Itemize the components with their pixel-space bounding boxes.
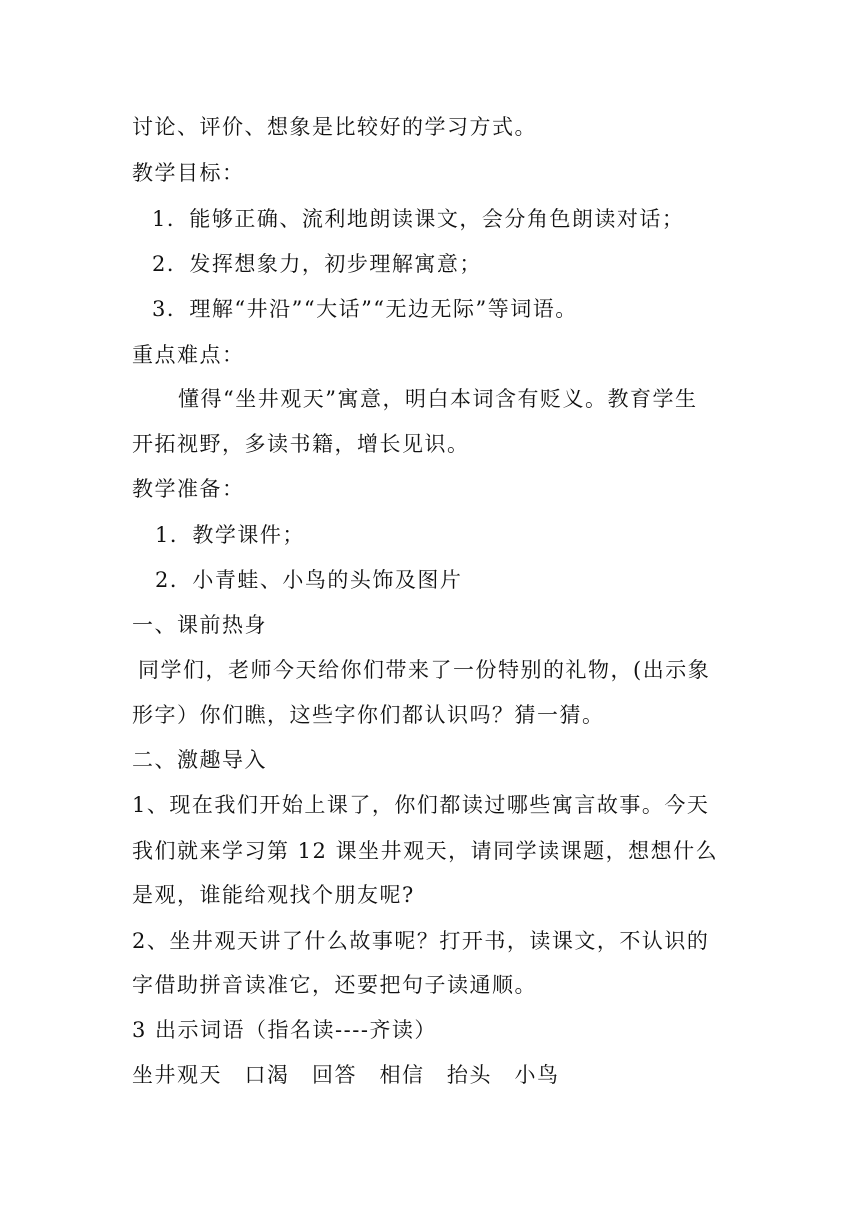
section-2-p1-line-2: 我们就来学习第 12 课坐井观天，请同学读课题，想想什么: [132, 839, 719, 863]
preparation-heading: 教学准备：: [132, 477, 245, 501]
section-2-heading: 二、激趣导入: [132, 748, 267, 772]
section-1-heading: 一、课前热身: [132, 613, 267, 637]
section-2-p2-line-1: 2、坐井观天讲了什么故事呢？打开书，读课文，不认识的: [132, 929, 710, 953]
preparation-item-2: 2．小青蛙、小鸟的头饰及图片: [155, 568, 463, 592]
intro-text: 讨论、评价、想象是比较好的学习方式。: [132, 115, 537, 139]
section-2-p1-line-3: 是观，谁能给观找个朋友呢?: [132, 883, 415, 907]
key-points-line-1: 懂得“坐井观天”寓意，明白本词含有贬义。教育学生: [178, 387, 698, 411]
section-2-p1-line-1: 1、现在我们开始上课了，你们都读过哪些寓言故事。今天: [132, 793, 710, 817]
section-1-line-1: 同学们，老师今天给你们带来了一份特别的礼物，(出示象: [138, 658, 711, 682]
preparation-item-1: 1．教学课件；: [155, 523, 305, 547]
objectives-heading: 教学目标：: [132, 161, 245, 185]
objective-item-3: 3．理解“井沿”“大话”“无边无际”等词语。: [152, 297, 578, 321]
key-points-line-2: 开拓视野，多读书籍，增长见识。: [132, 432, 470, 456]
section-2-word-list: 坐井观天 口渴 回答 相信 抬头 小鸟: [132, 1063, 560, 1087]
objective-item-1: 1．能够正确、流利地朗读课文，会分角色朗读对话；: [152, 207, 685, 231]
key-points-heading: 重点难点：: [132, 343, 245, 367]
section-2-p2-line-2: 字借助拼音读准它，还要把句子读通顺。: [132, 973, 537, 997]
section-2-p3: 3 出示词语（指名读----齐读）: [132, 1018, 437, 1042]
objective-item-2: 2．发挥想象力，初步理解寓意；: [152, 252, 482, 276]
section-1-line-2: 形字）你们瞧，这些字你们都认识吗？猜一猜。: [132, 703, 605, 727]
